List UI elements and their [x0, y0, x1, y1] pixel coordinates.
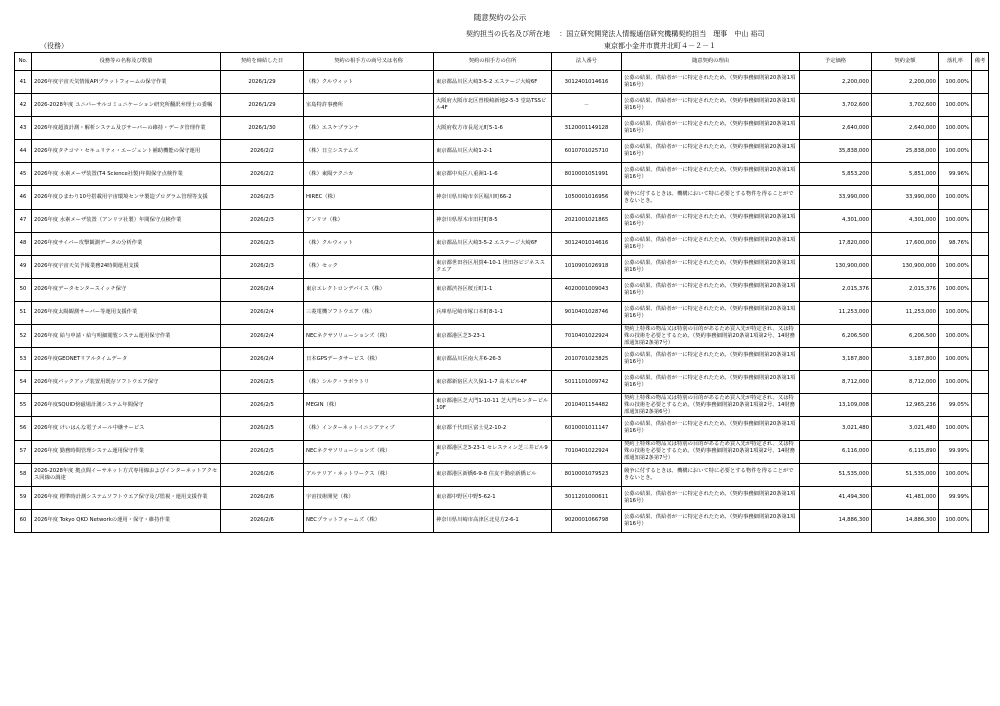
contract-reason: 公募の結果、供給者が一に特定されたため。（契約事務細則第20条第1項第16号）	[622, 163, 800, 186]
corporate-number: 2010701023825	[552, 348, 622, 371]
row-no: 46	[15, 186, 32, 209]
estimated-price: 3,021,480	[800, 417, 872, 440]
award-rate: 100.00%	[939, 463, 972, 486]
row-no: 41	[15, 71, 32, 94]
row-no: 48	[15, 232, 32, 255]
col-header-rate: 落札率	[939, 53, 972, 71]
contract-name: 2026年度 標準時計測システムソフトウエア保守及び監視・運用支援作業	[32, 486, 221, 509]
row-no: 60	[15, 509, 32, 532]
contract-name: 2026年度 水素メーザ装置(T4 Science社製)年間保守点検作業	[32, 163, 221, 186]
notes	[972, 117, 989, 140]
notes	[972, 140, 989, 163]
contract-amount: 6,206,500	[872, 325, 939, 348]
estimated-price: 6,206,500	[800, 325, 872, 348]
table-row	[15, 163, 989, 186]
estimated-price: 17,820,000	[800, 232, 872, 255]
table-row	[15, 509, 989, 532]
contracts-table	[14, 52, 989, 533]
corporate-number: 5011101009742	[552, 371, 622, 394]
table-row	[15, 140, 989, 163]
vendor-name: （株）インターネットイニシアティブ	[304, 417, 434, 440]
col-header-notes: 備考	[972, 53, 989, 71]
col-header-vendor: 契約の相手方の商号又は名称	[304, 53, 434, 71]
contract-date: 2026/2/6	[221, 509, 304, 532]
corporate-number: 2010401154482	[552, 394, 622, 417]
award-rate: 100.00%	[939, 255, 972, 278]
officer-address: 東京都小金井市貫井北町４－２－１	[604, 42, 716, 50]
corporate-number: 8010001079523	[552, 463, 622, 486]
table-row	[15, 440, 989, 463]
contract-amount: 8,712,000	[872, 371, 939, 394]
contract-amount: 25,838,000	[872, 140, 939, 163]
vendor-name: 三菱電機ソフトウエア（株）	[304, 301, 434, 324]
award-rate: 100.00%	[939, 278, 972, 301]
estimated-price: 130,900,000	[800, 255, 872, 278]
estimated-price: 2,200,000	[800, 71, 872, 94]
table-row	[15, 232, 989, 255]
notes	[972, 394, 989, 417]
contract-date: 2026/2/6	[221, 463, 304, 486]
contract-name: 2026年度タチコマ・セキュリティ・エージェント補助機能の保守運用	[32, 140, 221, 163]
corporate-number: 6010001011147	[552, 417, 622, 440]
contract-date: 2026/2/5	[221, 371, 304, 394]
row-no: 52	[15, 325, 32, 348]
vendor-address: 東京都中央区八重洲1-1-6	[434, 163, 552, 186]
notes	[972, 440, 989, 463]
contract-reason: 公募の結果、供給者が一に特定されたため。（契約事務細則第20条第1項第16号）	[622, 209, 800, 232]
contract-name: 2026年度バックアップ装置用既存ソフトウエア保守	[32, 371, 221, 394]
contract-reason: 公募の結果、供給者が一に特定されたため。（契約事務細則第20条第1項第16号）	[622, 94, 800, 117]
contract-reason: 契約上特殊の物品又は特別の目的があるため買入先が特定され、又は特殊の技術を必要とするため。（契約事務細則第20条第1項第2号、14財務部通知第2条第6号）	[622, 394, 800, 417]
contract-name: 2026年度 給与申請・給与明細閲覧システム運用保守作業	[32, 325, 221, 348]
award-rate: 99.96%	[939, 163, 972, 186]
col-header-name: 役務等の名称及び数量	[32, 53, 221, 71]
contract-date: 2026/2/4	[221, 301, 304, 324]
table-row	[15, 301, 989, 324]
col-header-reason: 随意契約の理由	[622, 53, 800, 71]
corporate-number: 7010401022924	[552, 440, 622, 463]
award-rate: 99.99%	[939, 486, 972, 509]
row-no: 58	[15, 463, 32, 486]
row-no: 53	[15, 348, 32, 371]
row-no: 44	[15, 140, 32, 163]
contract-reason: 公募の結果、供給者が一に特定されたため。（契約事務細則第20条第1項第16号）	[622, 417, 800, 440]
contract-date: 2026/2/5	[221, 440, 304, 463]
vendor-name: （株）日立システムズ	[304, 140, 434, 163]
notes	[972, 486, 989, 509]
notes	[972, 163, 989, 186]
contract-name: 2026年度宇宙天気情報APIプラットフォームの保守作業	[32, 71, 221, 94]
contract-reason: 契約上特殊の物品又は特別の目的があるため買入先が特定され、又は特殊の技術を必要とするため。（契約事務細則第20条第1項第2号、14財務部通知第2条第7号）	[622, 440, 800, 463]
contract-name: 2026-2028年度 拠点間イーサネット方式専用線およびインターネットアクセス回線の調達	[32, 463, 221, 486]
contract-amount: 130,900,000	[872, 255, 939, 278]
col-header-corp-number: 法人番号	[552, 53, 622, 71]
contract-reason: 公募の結果、供給者が一に特定されたため。（契約事務細則第20条第1項第16号）	[622, 301, 800, 324]
notes	[972, 209, 989, 232]
corporate-number: 6010701025710	[552, 140, 622, 163]
corporate-number: －	[552, 94, 622, 117]
row-no: 51	[15, 301, 32, 324]
contract-name: 2026年度 水素メーザ装置（アンリツ社製）年間保守点検作業	[32, 209, 221, 232]
award-rate: 100.00%	[939, 117, 972, 140]
estimated-price: 33,990,000	[800, 186, 872, 209]
estimated-price: 2,015,376	[800, 278, 872, 301]
vendor-address: 東京都港区芝3-23-1 セレスティン芝三井ビル9F	[434, 440, 552, 463]
contract-date: 2026/1/30	[221, 117, 304, 140]
table-row	[15, 463, 989, 486]
notes	[972, 463, 989, 486]
estimated-price: 6,116,000	[800, 440, 872, 463]
vendor-name: アルテリア・ネットワークス（株）	[304, 463, 434, 486]
contract-date: 2026/2/5	[221, 417, 304, 440]
contract-name: 2026年度ひまわり10号搭載用宇宙環境センサ製造プログラム管理等支援	[32, 186, 221, 209]
award-rate: 100.00%	[939, 509, 972, 532]
notes	[972, 509, 989, 532]
contract-amount: 2,015,376	[872, 278, 939, 301]
contract-reason: 公募の結果、供給者が一に特定されたため。（契約事務細則第20条第1項第16号）	[622, 348, 800, 371]
corporate-number: 4020001009043	[552, 278, 622, 301]
contract-reason: 競争に付するときは、機構において特に必要とする物件を得ることができないとき。	[622, 463, 800, 486]
vendor-name: （株）セック	[304, 255, 434, 278]
vendor-name: （株）シルク・ラボラトリ	[304, 371, 434, 394]
col-header-estimated-price: 予定価格	[800, 53, 872, 71]
contract-amount: 14,886,300	[872, 509, 939, 532]
contract-reason: 公募の結果、供給者が一に特定されたため。（契約事務細則第20条第1項第16号）	[622, 117, 800, 140]
corporate-number: 9020001066798	[552, 509, 622, 532]
contract-date: 2026/1/29	[221, 94, 304, 117]
vendor-address: 東京都品川区大崎3-5-2 エステージ大崎6F	[434, 71, 552, 94]
contract-amount: 3,187,800	[872, 348, 939, 371]
contract-amount: 2,640,000	[872, 117, 939, 140]
corporate-number: 1050001016956	[552, 186, 622, 209]
vendor-name: 東京エレクトロンデバイス（株）	[304, 278, 434, 301]
vendor-address: 東京都中野区中野5-62-1	[434, 486, 552, 509]
vendor-address: 神奈川県川崎市高津区北見方2-6-1	[434, 509, 552, 532]
row-no: 45	[15, 163, 32, 186]
col-header-date: 契約を締結した日	[221, 53, 304, 71]
award-rate: 100.00%	[939, 186, 972, 209]
contract-name: 2026年度宇宙天気予報業務24時間運用支援	[32, 255, 221, 278]
estimated-price: 35,838,000	[800, 140, 872, 163]
col-header-no: No.	[15, 53, 32, 71]
vendor-address: 東京都渋谷区桜丘町1-1	[434, 278, 552, 301]
estimated-price: 2,640,000	[800, 117, 872, 140]
estimated-price: 14,886,300	[800, 509, 872, 532]
col-header-address: 契約の相手方の住所	[434, 53, 552, 71]
row-no: 47	[15, 209, 32, 232]
vendor-address: 神奈川県川崎市幸区堀川町66-2	[434, 186, 552, 209]
estimated-price: 11,253,000	[800, 301, 872, 324]
notes	[972, 348, 989, 371]
vendor-name: アンリツ（株）	[304, 209, 434, 232]
table-row	[15, 394, 989, 417]
award-rate: 100.00%	[939, 140, 972, 163]
row-no: 49	[15, 255, 32, 278]
contract-amount: 12,965,236	[872, 394, 939, 417]
contract-reason: 公募の結果、供給者が一に特定されたため。（契約事務細則第20条第1項第16号）	[622, 509, 800, 532]
row-no: 59	[15, 486, 32, 509]
corporate-number: 3011201000611	[552, 486, 622, 509]
estimated-price: 41,494,300	[800, 486, 872, 509]
award-rate: 99.99%	[939, 440, 972, 463]
estimated-price: 13,109,008	[800, 394, 872, 417]
contract-amount: 3,702,600	[872, 94, 939, 117]
award-rate: 100.00%	[939, 301, 972, 324]
notes	[972, 417, 989, 440]
row-no: 57	[15, 440, 32, 463]
vendor-name: NECネクサソリューションズ（株）	[304, 440, 434, 463]
contract-reason: 公募の結果、供給者が一に特定されたため。（契約事務細則第20条第1項第16号）	[622, 255, 800, 278]
contract-amount: 6,115,890	[872, 440, 939, 463]
contract-name: 2026年度太陽観測サーバー等運用支援作業	[32, 301, 221, 324]
contract-name: 2026年度 勤務時間管理システム運用保守作業	[32, 440, 221, 463]
contract-date: 2026/1/29	[221, 71, 304, 94]
award-rate: 100.00%	[939, 325, 972, 348]
notes	[972, 94, 989, 117]
contract-reason: 公募の結果、供給者が一に特定されたため。（契約事務細則第20条第1項第16号）	[622, 278, 800, 301]
contract-reason: 契約上特殊の物品又は特別の目的があるため買入先が特定され、又は特殊の技術を必要とするため。（契約事務細則第20条第1項第2号、14財務部通知第2条第7号）	[622, 325, 800, 348]
row-no: 50	[15, 278, 32, 301]
notes	[972, 232, 989, 255]
vendor-address: 東京都世田谷区用賀4-10-1 世田谷ビジネススクエア	[434, 255, 552, 278]
contract-officer-line: 契約担当の氏名及び所在地 ：国立研究開発法人情報通信研究機構契約担当 理事 中山 裕司	[466, 30, 765, 38]
notes	[972, 71, 989, 94]
award-rate: 100.00%	[939, 209, 972, 232]
estimated-price: 4,301,000	[800, 209, 872, 232]
contract-name: 2026年度SQUID傍磁場計測システム年間保守	[32, 394, 221, 417]
contract-amount: 2,200,000	[872, 71, 939, 94]
notes	[972, 255, 989, 278]
award-rate: 100.00%	[939, 371, 972, 394]
vendor-name: 宇宙技術開発（株）	[304, 486, 434, 509]
contract-date: 2026/2/5	[221, 394, 304, 417]
notes	[972, 371, 989, 394]
contract-date: 2026/2/2	[221, 163, 304, 186]
contract-amount: 41,481,000	[872, 486, 939, 509]
corporate-number: 1010901026918	[552, 255, 622, 278]
contract-date: 2026/2/4	[221, 348, 304, 371]
table-row	[15, 348, 989, 371]
contract-name: 2026年度 けいはんな電子メール中継サービス	[32, 417, 221, 440]
table-row	[15, 417, 989, 440]
contract-name: 2026年度 Tokyo QKD Networkの運用・保守・維持作業	[32, 509, 221, 532]
vendor-address: 東京都港区新橋6-9-8 住友不動産新橋ビル	[434, 463, 552, 486]
row-no: 43	[15, 117, 32, 140]
contract-date: 2026/2/3	[221, 209, 304, 232]
contract-reason: 公募の結果、供給者が一に特定されたため。（契約事務細則第20条第1項第16号）	[622, 232, 800, 255]
notes	[972, 186, 989, 209]
vendor-address: 東京都品川区大崎1-2-1	[434, 140, 552, 163]
vendor-name: 室島特許事務所	[304, 94, 434, 117]
vendor-address: 東京都港区芝3-23-1	[434, 325, 552, 348]
contract-date: 2026/2/4	[221, 325, 304, 348]
corporate-number: 8010001051991	[552, 163, 622, 186]
notes	[972, 278, 989, 301]
vendor-address: 神奈川県厚木市田村町8-5	[434, 209, 552, 232]
row-no: 56	[15, 417, 32, 440]
vendor-name: （株）クルウィット	[304, 71, 434, 94]
estimated-price: 5,853,200	[800, 163, 872, 186]
contract-amount: 51,535,000	[872, 463, 939, 486]
row-no: 55	[15, 394, 32, 417]
award-rate: 100.00%	[939, 71, 972, 94]
award-rate: 100.00%	[939, 348, 972, 371]
vendor-address: 東京都港区芝大門1-10-11 芝大門センタービル10F	[434, 394, 552, 417]
contract-date: 2026/2/4	[221, 278, 304, 301]
page-title: 随意契約の公示	[473, 13, 527, 22]
role-label: （役務）	[40, 42, 68, 50]
table-row	[15, 209, 989, 232]
vendor-name: （株）クルウィット	[304, 232, 434, 255]
contract-amount: 11,253,000	[872, 301, 939, 324]
vendor-name: （株）エスケブランナ	[304, 117, 434, 140]
table-row	[15, 486, 989, 509]
contract-reason: 競争に付するときは、機構において特に必要とする物件を得ることができないとき。	[622, 186, 800, 209]
award-rate: 98.76%	[939, 232, 972, 255]
vendor-address: 大阪府大阪市北区曽根崎新地2-5-3 堂島TSSビル4F	[434, 94, 552, 117]
contract-date: 2026/2/6	[221, 486, 304, 509]
row-no: 54	[15, 371, 32, 394]
table-row	[15, 255, 989, 278]
vendor-name: 日本GPSデータサービス（株）	[304, 348, 434, 371]
estimated-price: 51,535,000	[800, 463, 872, 486]
contract-amount: 3,021,480	[872, 417, 939, 440]
col-header-contract-amount: 契約金額	[872, 53, 939, 71]
contract-amount: 5,851,000	[872, 163, 939, 186]
notes	[972, 301, 989, 324]
notes	[972, 325, 989, 348]
vendor-name: MEGIN（株）	[304, 394, 434, 417]
contract-name: 2026年度超波計測・解析システム及びサーバーの維持・データ管理作業	[32, 117, 221, 140]
row-no: 42	[15, 94, 32, 117]
contract-reason: 公募の結果、供給者が一に特定されたため。（契約事務細則第20条第1項第16号）	[622, 140, 800, 163]
vendor-address: 大阪府枚方市長尾元町5-1-6	[434, 117, 552, 140]
corporate-number: 3120001149128	[552, 117, 622, 140]
contract-name: 2026年度データセンタースイッチ保守	[32, 278, 221, 301]
vendor-address: 東京都品川区南大井6-26-3	[434, 348, 552, 371]
table-row	[15, 186, 989, 209]
vendor-name: NECネクサソリューションズ（株）	[304, 325, 434, 348]
table-row	[15, 94, 989, 117]
contract-name: 2026年度GEONETリアルタイムデータ	[32, 348, 221, 371]
vendor-address: 東京都品川区大崎3-5-2 エステージ大崎6F	[434, 232, 552, 255]
vendor-name: HIREC（株）	[304, 186, 434, 209]
table-row	[15, 278, 989, 301]
contract-name: 2026年度サイバー攻撃観測データの分析作業	[32, 232, 221, 255]
award-rate: 99.05%	[939, 394, 972, 417]
award-rate: 100.00%	[939, 417, 972, 440]
vendor-name: NECプラットフォームズ（株）	[304, 509, 434, 532]
table-row	[15, 371, 989, 394]
contract-reason: 公募の結果、供給者が一に特定されたため。（契約事務細則第20条第1項第16号）	[622, 71, 800, 94]
contract-reason: 公募の結果、供給者が一に特定されたため。（契約事務細則第20条第1項第16号）	[622, 371, 800, 394]
estimated-price: 8,712,000	[800, 371, 872, 394]
contract-amount: 33,990,000	[872, 186, 939, 209]
estimated-price: 3,187,800	[800, 348, 872, 371]
table-row	[15, 71, 989, 94]
contract-amount: 17,600,000	[872, 232, 939, 255]
contract-date: 2026/2/3	[221, 232, 304, 255]
corporate-number: 3012401014616	[552, 71, 622, 94]
vendor-address: 東京都新宿区大久保1-1-7 高木ビル4F	[434, 371, 552, 394]
corporate-number: 3012401014616	[552, 232, 622, 255]
vendor-name: （株）東陽テクニカ	[304, 163, 434, 186]
table-row	[15, 117, 989, 140]
contract-date: 2026/2/2	[221, 140, 304, 163]
contract-name: 2026-2028年度 ユニバーサルコミュニケーション研究所翻訳弁理士の委嘱	[32, 94, 221, 117]
vendor-address: 兵庫県尼崎市塚口本町8-1-1	[434, 301, 552, 324]
estimated-price: 3,702,600	[800, 94, 872, 117]
contract-reason: 公募の結果、供給者が一に特定されたため。（契約事務細則第20条第1項第16号）	[622, 486, 800, 509]
vendor-address: 東京都千代田区富士見2-10-2	[434, 417, 552, 440]
table-header-row	[15, 53, 989, 71]
corporate-number: 2021001021865	[552, 209, 622, 232]
corporate-number: 7010401022924	[552, 325, 622, 348]
contract-date: 2026/2/3	[221, 255, 304, 278]
contract-amount: 4,301,000	[872, 209, 939, 232]
contract-date: 2026/2/3	[221, 186, 304, 209]
corporate-number: 9010401028746	[552, 301, 622, 324]
table-row	[15, 325, 989, 348]
award-rate: 100.00%	[939, 94, 972, 117]
